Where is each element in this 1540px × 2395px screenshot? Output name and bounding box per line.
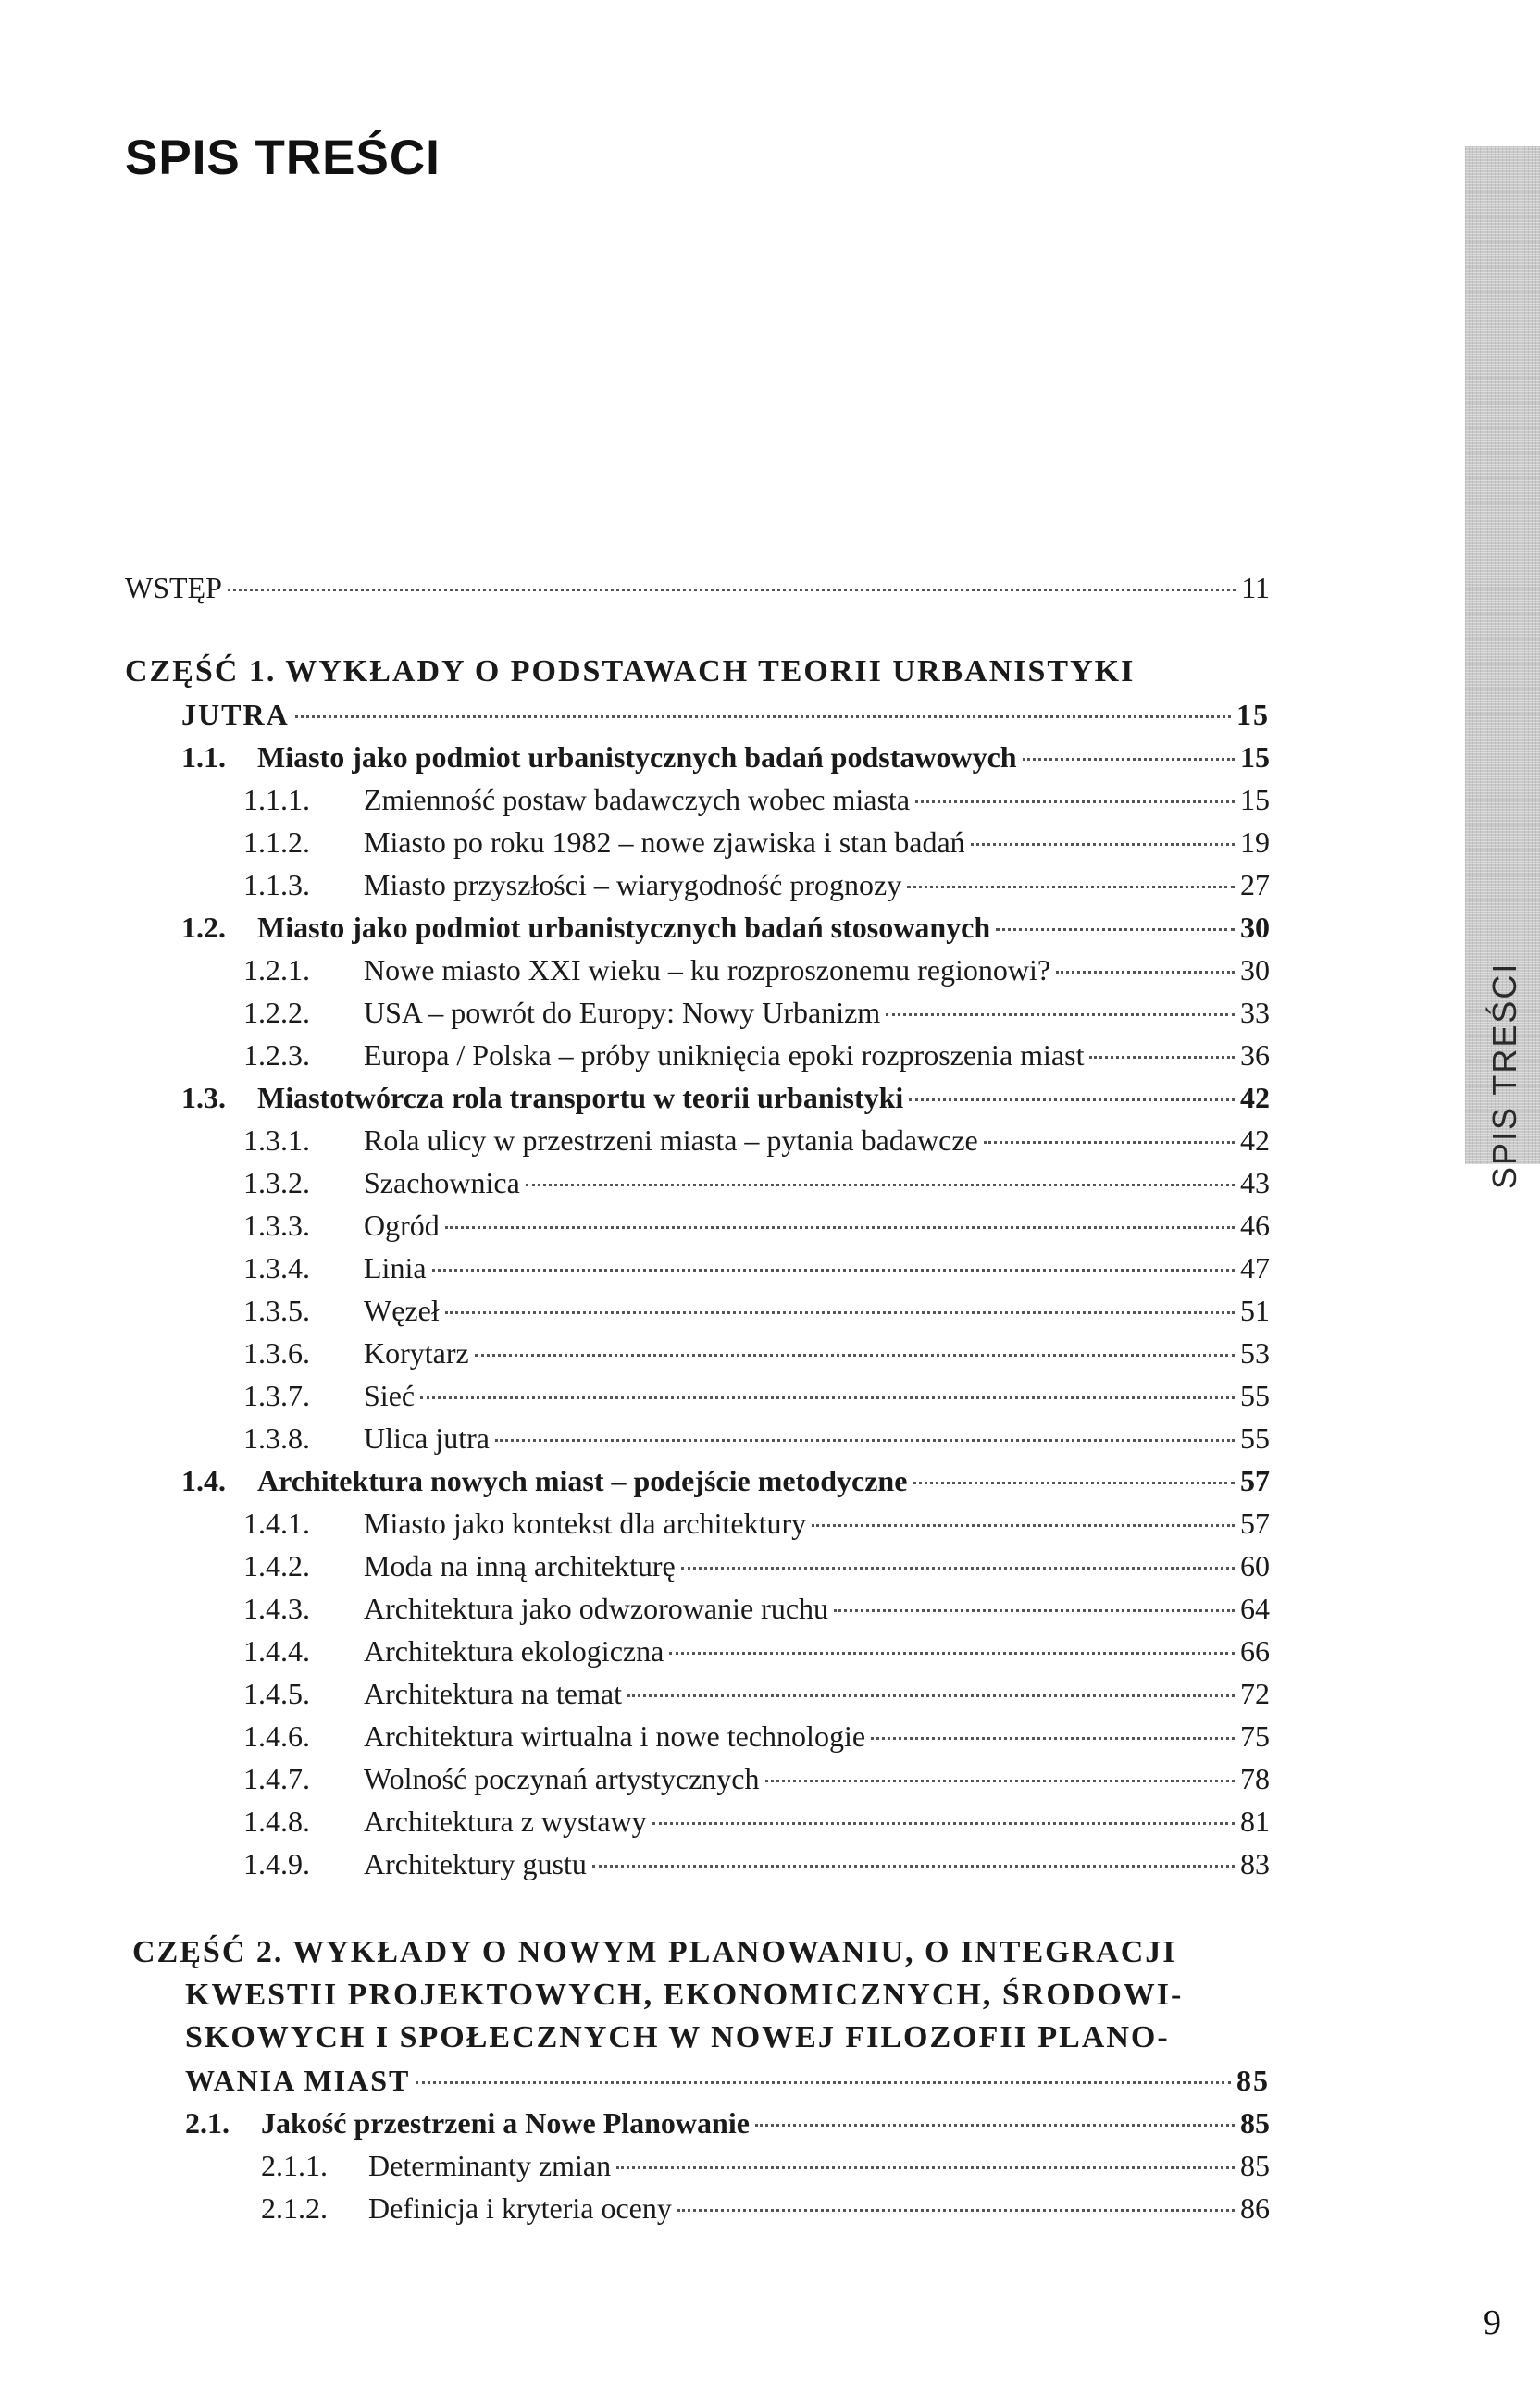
- dot-leader: [445, 1226, 1235, 1229]
- dot-leader: [834, 1609, 1235, 1612]
- dot-leader: [1089, 1056, 1235, 1059]
- dot-leader: [669, 1652, 1235, 1655]
- toc-entry-page: 15: [1240, 783, 1270, 816]
- toc-entry-number: 1.4.5.: [243, 1677, 310, 1710]
- toc-entry-number: 1.3.8.: [243, 1421, 310, 1455]
- toc-entry[interactable]: [243, 1715, 1270, 1757]
- dot-leader: [913, 1482, 1235, 1484]
- toc-entry-number: 1.4.2.: [243, 1549, 310, 1582]
- toc-entry-title: Architektura na temat: [364, 1677, 622, 1710]
- toc-entry-page: 55: [1240, 1379, 1270, 1412]
- toc-entry-title: Architektury gustu: [364, 1847, 587, 1880]
- toc-entry-title: Rola ulicy w przestrzeni miasta – pytania badawcze: [364, 1123, 978, 1157]
- part2-heading-line1[interactable]: CZĘŚĆ 2. WYKŁADY O NOWYM PLANOWANIU, O INTEGRACJI: [132, 1935, 1177, 1969]
- toc-entry-title: Architektura ekologiczna: [364, 1634, 664, 1668]
- toc-entry-title: Miasto jako podmiot urbanistycznych badań podstawowych: [257, 740, 1017, 774]
- toc-entry[interactable]: [243, 1800, 1270, 1843]
- dot-leader: [984, 1141, 1235, 1144]
- toc-entry[interactable]: [181, 1076, 1270, 1119]
- toc-entry-title: Miasto przyszłości – wiarygodność prognozy: [364, 868, 902, 901]
- toc-entry[interactable]: [181, 1459, 1270, 1502]
- toc-entry-number: 1.3.2.: [243, 1166, 310, 1199]
- toc-entry-title: Ogród: [364, 1209, 440, 1242]
- toc-entry-number: 1.4.7.: [243, 1762, 310, 1795]
- toc-entry-title: Zmienność postaw badawczych wobec miasta: [364, 783, 911, 816]
- toc-entry-number: 1.1.1.: [243, 783, 310, 816]
- toc-entry[interactable]: [243, 1672, 1270, 1715]
- toc-entry-number: 1.4.3.: [243, 1592, 310, 1625]
- toc-entry-page: 55: [1240, 1421, 1270, 1455]
- page-title: SPIS TREŚCI: [125, 130, 441, 185]
- toc-entry-page: 30: [1240, 911, 1270, 944]
- toc-entry-number: 1.1.2.: [243, 825, 310, 859]
- toc-entry-title: Wolność poczynań artystycznych: [364, 1762, 760, 1795]
- toc-entry-number: 2.1.1.: [261, 2149, 328, 2182]
- toc-entry-page: 42: [1240, 1081, 1270, 1114]
- toc-entry-title: Definicja i kryteria oceny: [368, 2191, 672, 2225]
- toc-entry-number: 1.4.9.: [243, 1847, 310, 1880]
- toc-entry-title: Architektura wirtualna i nowe technologie: [364, 1719, 866, 1753]
- toc-entry-title: Nowe miasto XXI wieku – ku rozproszonemu regionowi?: [364, 953, 1051, 987]
- toc-entry-page: 85: [1236, 2064, 1270, 2097]
- toc-entry-number: 1.1.: [181, 740, 226, 774]
- part2-heading-line2[interactable]: KWESTII PROJEKTOWYCH, EKONOMICZNYCH, ŚRODOWI-: [185, 1978, 1184, 2012]
- toc-entry[interactable]: [243, 1247, 1270, 1289]
- toc-entry[interactable]: [243, 1545, 1270, 1587]
- toc-entry-page: 46: [1240, 1209, 1270, 1242]
- toc-entry-number: 1.3.4.: [243, 1251, 310, 1284]
- toc-entry-title: Miastotwórcza rola transportu w teorii urbanistyki: [257, 1081, 904, 1114]
- toc-entry-number: 1.2.3.: [243, 1038, 310, 1072]
- toc-entry-page: 47: [1240, 1251, 1270, 1284]
- toc-entry-page: 30: [1240, 953, 1270, 987]
- toc-entry-number: 2.1.2.: [261, 2191, 328, 2225]
- toc-entry-page: 53: [1240, 1336, 1270, 1370]
- toc-entry-number: 1.3.: [181, 1081, 226, 1114]
- toc-entry-number: 1.2.: [181, 911, 226, 944]
- toc-entry[interactable]: [243, 1374, 1270, 1417]
- toc-entry[interactable]: [243, 778, 1270, 821]
- dot-leader: [681, 1567, 1235, 1570]
- toc-entry-number: 1.3.7.: [243, 1379, 310, 1412]
- toc-entry-title: Jakość przestrzeni a Nowe Planowanie: [261, 2106, 750, 2140]
- dot-leader: [445, 1311, 1235, 1314]
- toc-entry-page: 33: [1240, 996, 1270, 1029]
- toc-entry-title: Linia: [364, 1251, 427, 1284]
- dot-leader: [652, 1822, 1235, 1825]
- toc-entry-number: 1.2.1.: [243, 953, 310, 987]
- toc-entry-title: Architektura z wystawy: [364, 1805, 647, 1838]
- dot-leader: [420, 1396, 1235, 1399]
- dot-leader: [627, 1694, 1235, 1697]
- toc-entry-page: 64: [1240, 1592, 1270, 1625]
- toc-entry-title: WANIA MIAST: [185, 2064, 411, 2097]
- toc-entry-part2[interactable]: [185, 2059, 1270, 2102]
- toc-entry-page: 36: [1240, 1038, 1270, 1072]
- toc-entry-number: 1.4.: [181, 1464, 226, 1497]
- toc-entry-number: 1.3.6.: [243, 1336, 310, 1370]
- toc-entry-number: 1.3.3.: [243, 1209, 310, 1242]
- toc-entry-number: 1.1.3.: [243, 868, 310, 901]
- dot-leader: [295, 715, 1231, 718]
- toc-entry-title: Szachownica: [364, 1166, 520, 1199]
- toc-entry-title: Europa / Polska – próby uniknięcia epoki rozproszenia miast: [364, 1038, 1085, 1072]
- toc-entry[interactable]: [243, 1289, 1270, 1332]
- toc-entry[interactable]: [243, 1204, 1270, 1247]
- toc-entry[interactable]: [243, 1587, 1270, 1630]
- toc-entry-title: WSTĘP: [125, 571, 222, 604]
- toc-entry-title: Miasto po roku 1982 – nowe zjawiska i stan badań: [364, 825, 965, 859]
- dot-leader: [495, 1439, 1235, 1442]
- toc-entry-title: Korytarz: [364, 1336, 469, 1370]
- dot-leader: [971, 843, 1235, 846]
- toc-entry[interactable]: [243, 1119, 1270, 1161]
- toc-entry-number: 1.2.2.: [243, 996, 310, 1029]
- toc-entry[interactable]: [243, 863, 1270, 906]
- toc-entry-page: 86: [1240, 2191, 1270, 2225]
- toc-entry-page: 60: [1240, 1549, 1270, 1582]
- toc-entry[interactable]: [243, 1332, 1270, 1374]
- dot-leader: [765, 1780, 1236, 1782]
- part2-heading-line3[interactable]: SKOWYCH I SPOŁECZNYCH W NOWEJ FILOZOFII PLANO-: [185, 2020, 1170, 2054]
- toc-entry-title: JUTRA: [181, 698, 290, 731]
- dot-leader: [228, 589, 1236, 591]
- dot-leader: [871, 1737, 1235, 1740]
- toc-entry[interactable]: [243, 1502, 1270, 1545]
- toc-entry-number: 2.1.: [185, 2106, 230, 2140]
- toc-entry-page: 43: [1240, 1166, 1270, 1199]
- dot-leader: [592, 1865, 1235, 1868]
- toc-entry-page: 66: [1240, 1634, 1270, 1668]
- toc-entry-page: 15: [1240, 740, 1270, 774]
- dot-leader: [1056, 971, 1235, 974]
- toc-entry-title: Miasto jako podmiot urbanistycznych badań stosowanych: [257, 911, 991, 944]
- dot-leader: [886, 1013, 1235, 1016]
- dot-leader: [432, 1269, 1235, 1272]
- toc-entry-page: 19: [1240, 825, 1270, 859]
- toc-entry-title: Sieć: [364, 1379, 416, 1412]
- dot-leader: [907, 886, 1235, 888]
- toc-entry-page: 57: [1240, 1464, 1270, 1497]
- dot-leader: [909, 1098, 1235, 1101]
- toc-entry-part1[interactable]: [181, 693, 1270, 736]
- toc-entry-title: Węzeł: [364, 1294, 440, 1327]
- toc-entry-page: 42: [1240, 1123, 1270, 1157]
- toc-entry-page: 57: [1240, 1507, 1270, 1540]
- toc-entry-page: 78: [1240, 1762, 1270, 1795]
- dot-leader: [526, 1184, 1235, 1186]
- toc-entry[interactable]: [243, 1161, 1270, 1204]
- toc-entry-page: 11: [1241, 571, 1270, 604]
- toc-entry[interactable]: [261, 2144, 1270, 2187]
- dot-leader: [915, 800, 1235, 803]
- toc-entry[interactable]: [243, 1630, 1270, 1672]
- toc-entry-page: 72: [1240, 1677, 1270, 1710]
- toc-entry-number: 1.3.5.: [243, 1294, 310, 1327]
- toc-entry-title: Moda na inną architekturę: [364, 1549, 676, 1582]
- toc-entry-number: 1.4.1.: [243, 1507, 310, 1540]
- toc-entry[interactable]: [243, 821, 1270, 863]
- toc-entry-number: 1.4.8.: [243, 1805, 310, 1838]
- dot-leader: [1023, 758, 1235, 761]
- toc-entry[interactable]: [243, 991, 1270, 1034]
- toc-entry[interactable]: [181, 906, 1270, 949]
- dot-leader: [677, 2209, 1235, 2212]
- page-number: 9: [1484, 2303, 1501, 2342]
- toc-entry-page: 15: [1236, 698, 1270, 731]
- toc-entry-intro[interactable]: [125, 566, 1270, 609]
- toc-entry-title: Determinanty zmian: [368, 2149, 612, 2182]
- toc-entry-number: 1.3.1.: [243, 1123, 310, 1157]
- side-tab-label: SPIS TREŚCI: [1485, 962, 1523, 1189]
- dot-leader: [416, 2081, 1231, 2084]
- toc-entry-title: Ulica jutra: [364, 1421, 490, 1455]
- toc-entry-page: 83: [1240, 1847, 1270, 1880]
- toc-entry-number: 1.4.4.: [243, 1634, 310, 1668]
- toc-entry-title: Miasto jako kontekst dla architektury: [364, 1507, 807, 1540]
- toc-entry-page: 27: [1240, 868, 1270, 901]
- dot-leader: [996, 928, 1235, 931]
- toc-entry-page: 75: [1240, 1719, 1270, 1753]
- toc-entry-page: 51: [1240, 1294, 1270, 1327]
- dot-leader: [475, 1354, 1235, 1357]
- toc-entry-page: 81: [1240, 1805, 1270, 1838]
- toc-entry[interactable]: [243, 1417, 1270, 1459]
- toc-entry-title: Architektura nowych miast – podejście metodyczne: [257, 1464, 908, 1497]
- toc-entry[interactable]: [243, 949, 1270, 991]
- toc-entry[interactable]: [181, 736, 1270, 778]
- toc-entry[interactable]: [243, 1843, 1270, 1885]
- toc-entry-title: USA – powrót do Europy: Nowy Urbanizm: [364, 996, 881, 1029]
- toc-entry-number: 1.4.6.: [243, 1719, 310, 1753]
- toc-entry[interactable]: [185, 2102, 1270, 2144]
- toc-entry-title: Architektura jako odwzorowanie ruchu: [364, 1592, 829, 1625]
- dot-leader: [616, 2166, 1235, 2169]
- dot-leader: [812, 1524, 1235, 1527]
- toc-entry-page: 85: [1240, 2106, 1270, 2140]
- toc-entry[interactable]: [243, 1034, 1270, 1076]
- part1-heading-line1[interactable]: CZĘŚĆ 1. WYKŁADY O PODSTAWACH TEORII URBANISTYKI: [125, 654, 1136, 689]
- toc-entry-page: 85: [1240, 2149, 1270, 2182]
- toc-entry[interactable]: [261, 2187, 1270, 2229]
- toc-entry[interactable]: [243, 1757, 1270, 1800]
- dot-leader: [755, 2124, 1235, 2127]
